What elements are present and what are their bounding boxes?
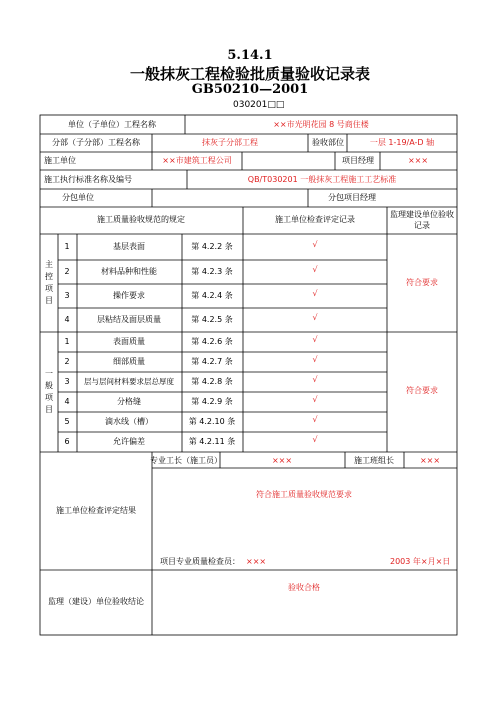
evaluation-date: 2003 年×月×日	[390, 557, 451, 566]
acceptance-label: 监理（建设）单位验收结论	[48, 597, 144, 606]
subcontractor-label: 分包单位	[62, 193, 94, 202]
general-items-label: 一 般 项 目	[45, 369, 53, 414]
acceptance-conclusion: 验收合格	[288, 583, 320, 592]
contractor-label: 施工单位	[44, 156, 76, 165]
inspection-part-value: 一层 1-19/A-D 轴	[369, 138, 435, 147]
team-leader-label: 施工班组长	[354, 456, 394, 465]
unit-name-value: ××市光明花园 8 号商住楼	[273, 120, 369, 129]
unit-name-label: 单位（子单位）工程名称	[68, 120, 156, 129]
standard-value: QB/T030201 一般抹灰工程施工工艺标准	[247, 175, 397, 184]
project-manager-label: 项目经理	[342, 156, 374, 165]
foreman-value: ×××	[271, 456, 293, 465]
main-control-label: 主 控 项 目	[45, 260, 53, 305]
project-manager-value: ×××	[407, 156, 429, 165]
subdivision-value: 抹灰子分部工程	[202, 138, 258, 147]
inspection-part-label: 验收部位	[312, 138, 344, 147]
section-number: 5.14.1	[227, 48, 273, 63]
foreman-label: 专业工长（施工员）	[150, 456, 222, 465]
general-items-result: 符合要求	[406, 386, 438, 395]
form-code: 030201□□	[233, 100, 285, 110]
spec-column-header: 施工质量验收规范的规定	[97, 215, 185, 224]
supervision-column-header: 监理建设单位验收记录	[390, 210, 454, 230]
contractor-evaluation-conclusion: 符合施工质量验收规范要求	[256, 490, 352, 499]
contractor-evaluation-label: 施工单位检查评定结果	[56, 506, 136, 515]
subcontractor-pm-label: 分包项目经理	[328, 193, 376, 202]
inspector-value: ×××	[246, 557, 267, 566]
team-leader-value: ×××	[419, 456, 441, 465]
main-items-result: 符合要求	[406, 278, 438, 287]
form-title: 一般抹灰工程检验批质量验收记录表	[129, 65, 370, 83]
inspector-label: 项目专业质量检查员：	[160, 557, 240, 566]
subdivision-label: 分部（子分部）工程名称	[52, 138, 140, 147]
standard-label: 施工执行标准名称及编号	[44, 175, 132, 184]
check-column-header: 施工单位检查评定记录	[275, 215, 355, 224]
contractor-value: ××市建筑工程公司	[162, 156, 232, 165]
standard-number: GB50210—2001	[191, 82, 309, 97]
